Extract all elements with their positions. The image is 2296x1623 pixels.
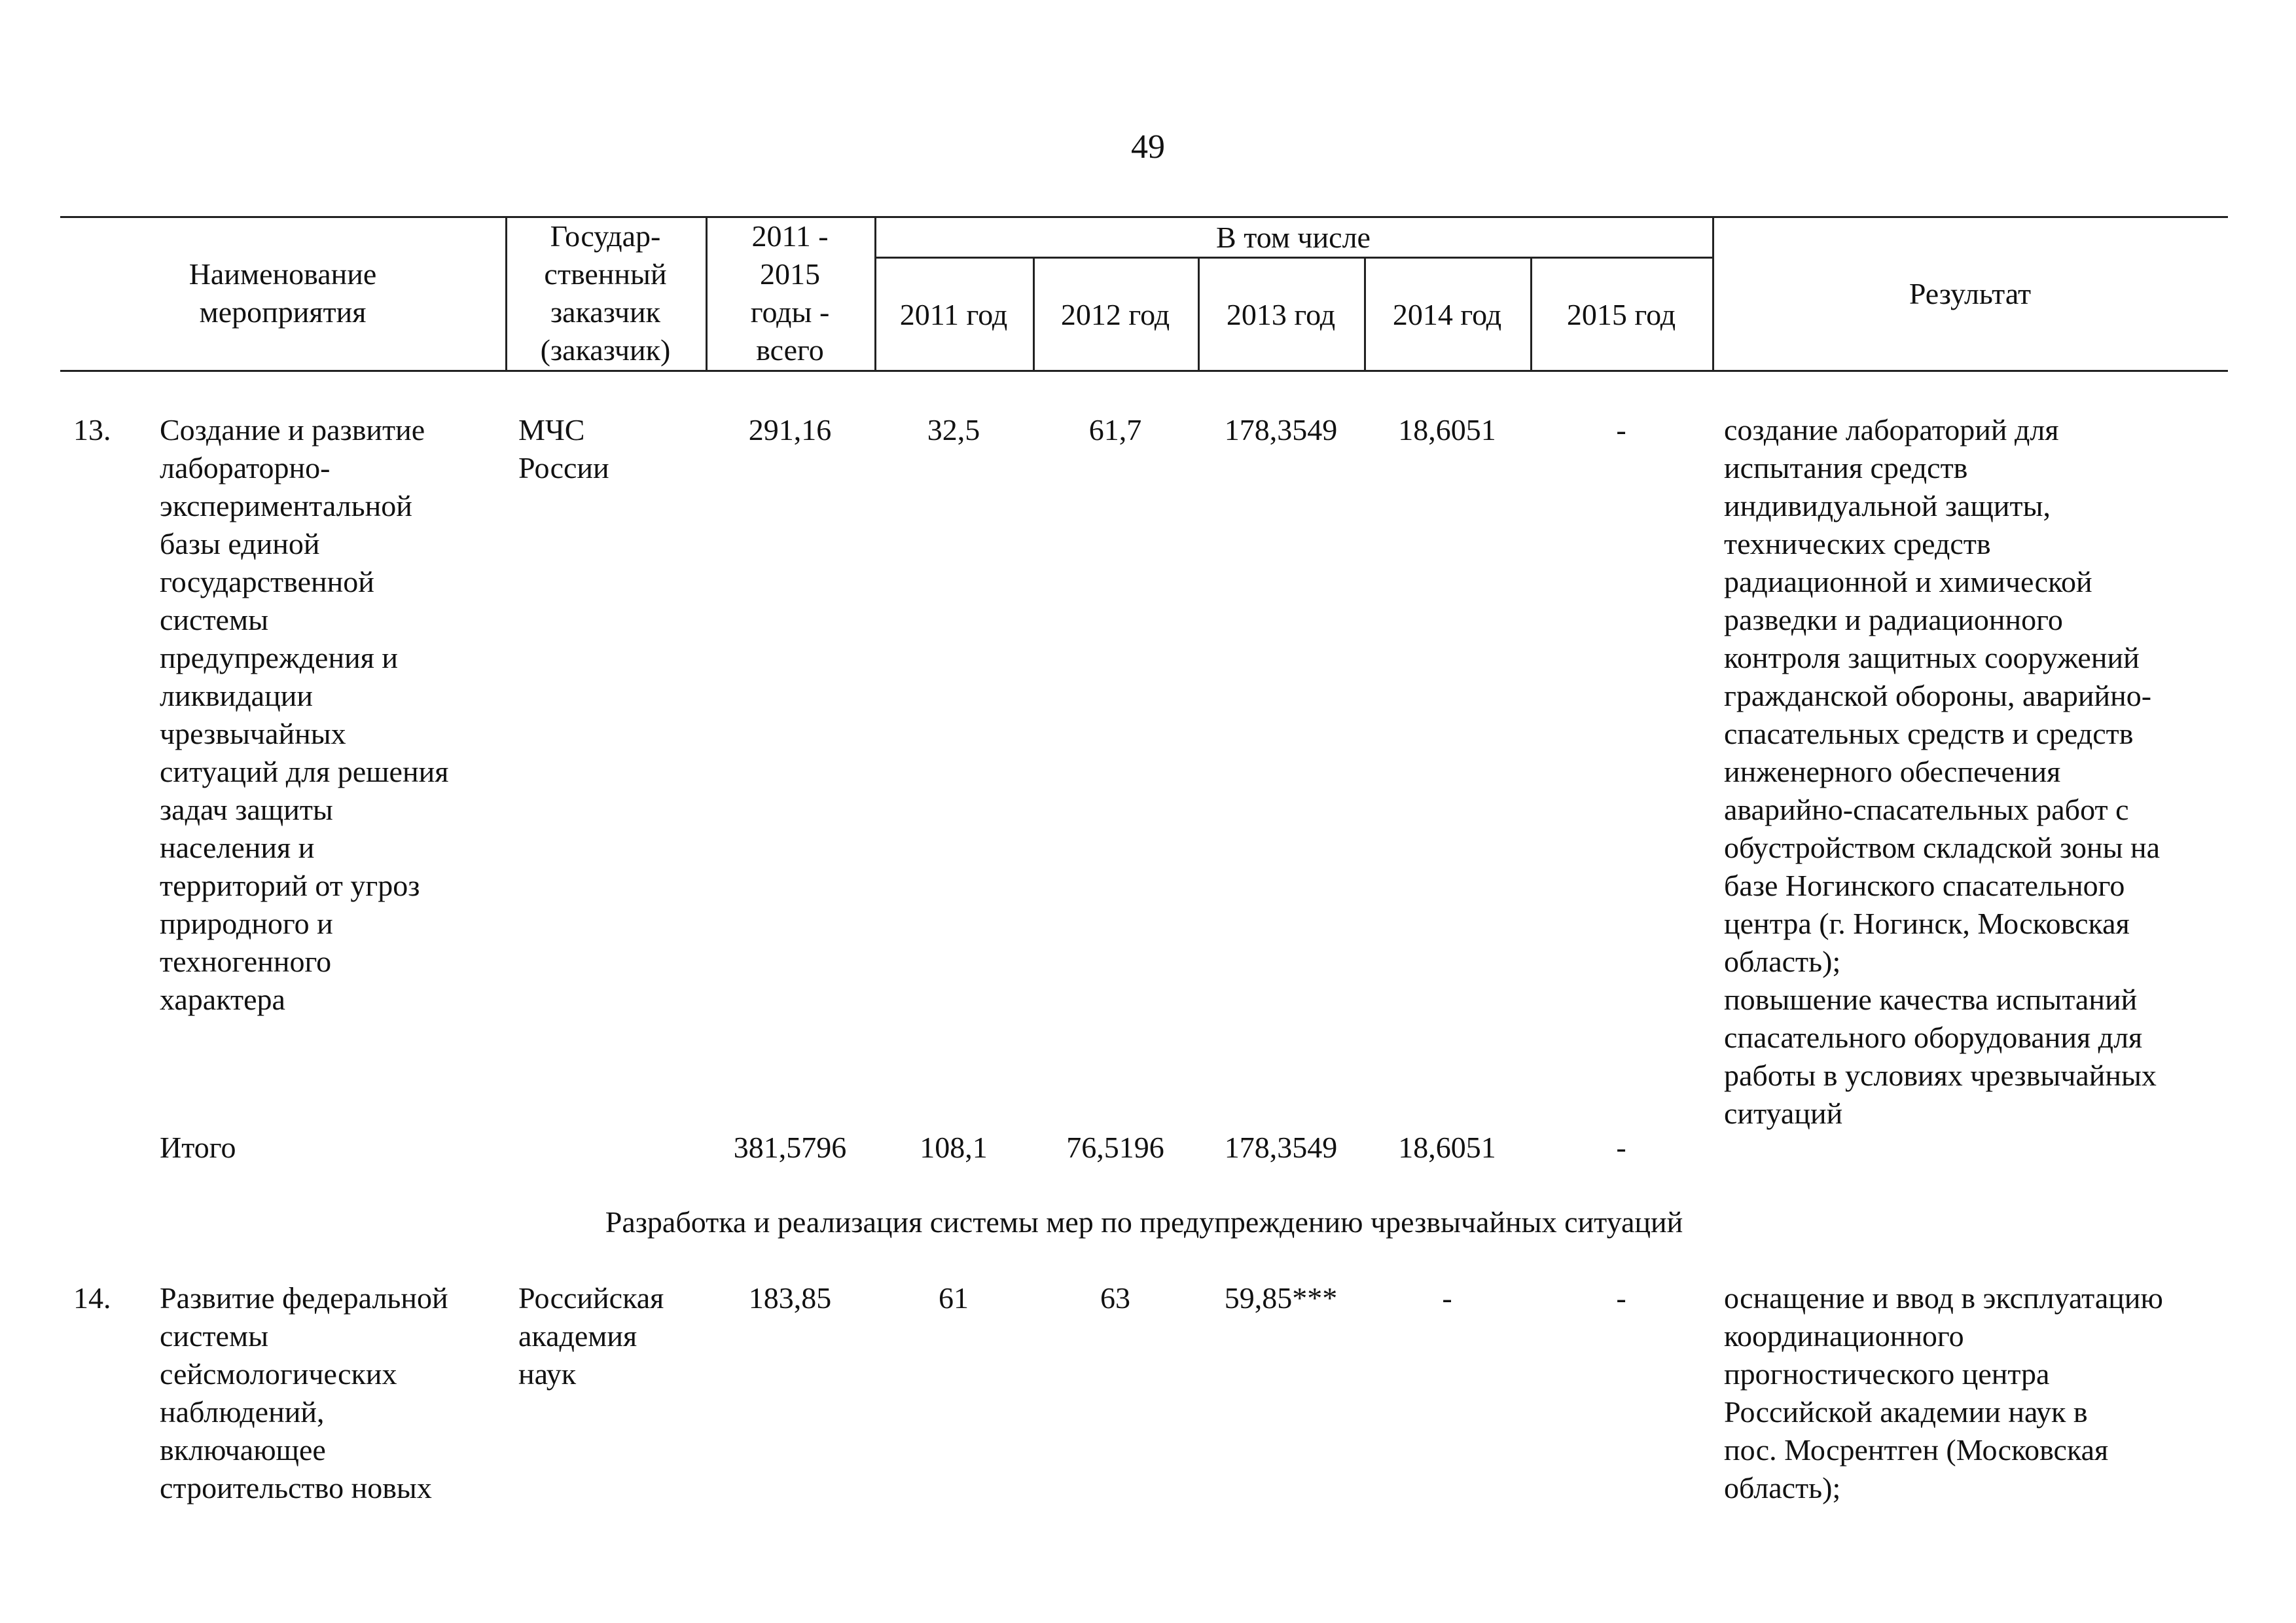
row-value-2015: - bbox=[1616, 1281, 1626, 1315]
row-result bbox=[1724, 1279, 2163, 1507]
row-result-line: индивидуальной защиты, bbox=[1724, 489, 2051, 522]
total-value-2013: 178,3549 bbox=[1224, 1131, 1338, 1164]
row-result-line: ситуаций bbox=[1724, 1097, 1843, 1130]
row-result-line: аварийно-спасательных работ с bbox=[1724, 793, 2129, 826]
row-name-line: экспериментальной bbox=[160, 489, 412, 522]
total-value: 381,5796 bbox=[733, 1131, 847, 1164]
row-value-2011: 61 bbox=[939, 1281, 969, 1315]
row-result-line: разведки и радиационного bbox=[1724, 603, 2063, 636]
header-name bbox=[60, 255, 505, 331]
row-number: 14. bbox=[73, 1281, 111, 1315]
row-name-line: лабораторно- bbox=[160, 451, 331, 484]
header-customer-line: заказчик bbox=[550, 295, 660, 329]
row-customer-line: России bbox=[518, 451, 609, 484]
row-value-2012: 61,7 bbox=[1088, 413, 1142, 447]
row-name bbox=[160, 1279, 448, 1507]
row-value-2014: 18,6051 bbox=[1398, 413, 1496, 447]
row-customer-line: МЧС bbox=[518, 413, 585, 447]
row-result-line: координационного bbox=[1724, 1319, 1964, 1353]
row-customer-line: Российская bbox=[518, 1281, 664, 1315]
row-result-line: спасательных средств и средств bbox=[1724, 717, 2134, 750]
row-value-2013: 59,85*** bbox=[1224, 1281, 1338, 1315]
total-value-2015: - bbox=[1616, 1131, 1626, 1164]
row-name-line: системы bbox=[160, 603, 268, 636]
row-value-2013: 178,3549 bbox=[1224, 413, 1338, 447]
header-customer-line: Государ- bbox=[550, 219, 661, 253]
row-name-line: государственной bbox=[160, 565, 374, 598]
row-result-line: область); bbox=[1724, 945, 1841, 978]
row-name-line: Развитие федеральной bbox=[160, 1281, 448, 1315]
section-title: Разработка и реализация системы мер по предупреждению чрезвычайных ситуаций bbox=[605, 1205, 1683, 1239]
total-label: Итого bbox=[160, 1131, 236, 1164]
row-result-line: повышение качества испытаний bbox=[1724, 983, 2138, 1016]
row-result-line: инженерного обеспечения bbox=[1724, 755, 2061, 788]
row-number: 13. bbox=[73, 413, 111, 447]
header-bottom-border bbox=[60, 370, 2228, 372]
row-total: 183,85 bbox=[748, 1281, 832, 1315]
row-result-line: оснащение и ввод в эксплуатацию bbox=[1724, 1281, 2163, 1315]
row-name-line: базы единой bbox=[160, 527, 320, 560]
row-result-line: работы в условиях чрезвычайных bbox=[1724, 1059, 2157, 1092]
row-name bbox=[160, 411, 448, 1019]
row-value-2015: - bbox=[1616, 413, 1626, 447]
row-result-line: радиационной и химической bbox=[1724, 565, 2092, 598]
row-name-line: ликвидации bbox=[160, 679, 313, 712]
row-value-2011: 32,5 bbox=[927, 413, 980, 447]
total-value-2011: 108,1 bbox=[920, 1131, 988, 1164]
header-result: Результат bbox=[1909, 277, 2032, 310]
row-name-line: природного и bbox=[160, 907, 333, 940]
row-customer-line: академия bbox=[518, 1319, 637, 1353]
row-result-line: спасательного оборудования для bbox=[1724, 1021, 2143, 1054]
row-result-line: испытания средств bbox=[1724, 451, 1968, 484]
header-total-line: 2015 bbox=[760, 257, 820, 291]
row-name-line: чрезвычайных bbox=[160, 717, 346, 750]
row-result-line: контроля защитных сооружений bbox=[1724, 641, 2140, 674]
row-customer bbox=[518, 411, 609, 487]
row-result-line: гражданской обороны, аварийно- bbox=[1724, 679, 2152, 712]
header-name-line: мероприятия bbox=[199, 295, 367, 329]
row-result-line: создание лабораторий для bbox=[1724, 413, 2059, 447]
page-number: 49 bbox=[1131, 128, 1165, 166]
header-year-2011: 2011 год bbox=[899, 298, 1008, 331]
header-customer bbox=[505, 217, 706, 369]
row-name-line: территорий от угроз bbox=[160, 869, 420, 902]
row-name-line: строительство новых bbox=[160, 1471, 432, 1504]
row-name-line: Создание и развитие bbox=[160, 413, 425, 447]
row-name-line: населения и bbox=[160, 831, 315, 864]
row-result-line: центра (г. Ногинск, Московская bbox=[1724, 907, 2130, 940]
header-including: В том числе bbox=[1216, 221, 1371, 254]
row-customer-line: наук bbox=[518, 1357, 577, 1391]
header-year-2014: 2014 год bbox=[1392, 298, 1502, 331]
row-customer bbox=[518, 1279, 664, 1393]
row-result bbox=[1724, 411, 2160, 1133]
row-name-line: задач защиты bbox=[160, 793, 333, 826]
header-customer-line: (заказчик) bbox=[540, 333, 671, 367]
header-name-line: Наименование bbox=[188, 257, 377, 291]
header-year-2013: 2013 год bbox=[1226, 298, 1336, 331]
row-result-line: пос. Мосрентген (Московская bbox=[1724, 1433, 2109, 1467]
subheader-border bbox=[874, 257, 1712, 259]
row-name-line: включающее bbox=[160, 1433, 326, 1467]
header-customer-line: ственный bbox=[544, 257, 667, 291]
row-value-2012: 63 bbox=[1100, 1281, 1130, 1315]
row-name-line: предупреждения и bbox=[160, 641, 398, 674]
total-value-2014: 18,6051 bbox=[1398, 1131, 1496, 1164]
row-result-line: базе Ногинского спасательного bbox=[1724, 869, 2125, 902]
row-name-line: наблюдений, bbox=[160, 1395, 325, 1429]
row-name-line: сейсмологических bbox=[160, 1357, 397, 1391]
table-top-border bbox=[60, 216, 2228, 218]
row-name-line: ситуаций для решения bbox=[160, 755, 449, 788]
row-value-2014: - bbox=[1442, 1281, 1452, 1315]
header-total bbox=[706, 217, 874, 369]
header-total-line: 2011 - bbox=[751, 219, 829, 253]
header-year-2012: 2012 год bbox=[1060, 298, 1170, 331]
row-name-line: характера bbox=[160, 983, 285, 1016]
row-name-line: системы bbox=[160, 1319, 268, 1353]
row-total: 291,16 bbox=[748, 413, 832, 447]
header-total-line: годы - bbox=[750, 295, 830, 329]
header-year-2015: 2015 год bbox=[1566, 298, 1676, 331]
row-name-line: техногенного bbox=[160, 945, 332, 978]
total-value-2012: 76,5196 bbox=[1066, 1131, 1164, 1164]
row-result-line: технических средств bbox=[1724, 527, 1991, 560]
row-result-line: область); bbox=[1724, 1471, 1841, 1504]
row-result-line: прогностического центра bbox=[1724, 1357, 2050, 1391]
row-result-line: обустройством складской зоны на bbox=[1724, 831, 2161, 864]
row-result-line: Российской академии наук в bbox=[1724, 1395, 2088, 1429]
header-total-line: всего bbox=[756, 333, 824, 367]
